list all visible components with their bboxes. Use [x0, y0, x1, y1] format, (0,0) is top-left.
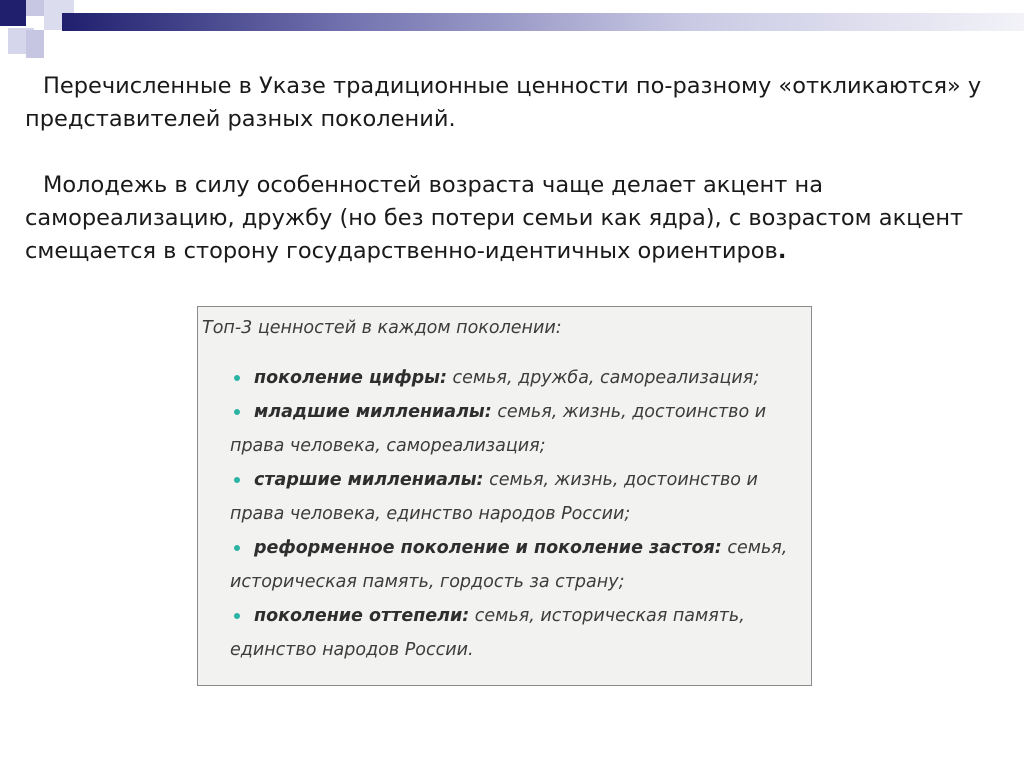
list-item [202, 463, 797, 531]
generation-values: семья, дружба, самореализация; [446, 368, 760, 388]
list-item [202, 531, 797, 599]
bullet-icon [234, 613, 240, 619]
bullet-icon [234, 477, 240, 483]
paragraph-2-text: Молодежь в силу особенностей возраста чаще делает акцент на самореализацию, дружбу (но без потери семьи как ядра), с возрастом акцент смещается в сторону государственно-идентичных ориентиров [25, 172, 964, 264]
paragraph-1: Перечисленные в Указе традиционные ценности по-разному «откликаются» у представителей разных поколений. [25, 73, 982, 132]
paragraph-2-period: . [777, 238, 787, 264]
bullet-icon [234, 545, 240, 551]
generation-list [202, 361, 797, 667]
header-gradient-bar [62, 13, 1024, 31]
generation-label: старшие миллениалы: [254, 470, 484, 490]
bullet-icon [234, 409, 240, 415]
generation-values: семья, жизнь, достоинство и права человека, единство народов России; [230, 470, 758, 524]
header-square [26, 0, 44, 16]
generation-values: семья, жизнь, достоинство и права человека, самореализация; [230, 402, 767, 456]
generation-values: семья, историческая память, единство народов России. [230, 606, 745, 660]
slide-body-text [25, 70, 1005, 268]
generation-values: семья, историческая память, гордость за страну; [230, 538, 788, 592]
list-item [202, 599, 797, 667]
values-panel [197, 306, 812, 686]
paragraph-2 [25, 169, 1005, 268]
header-square [0, 0, 26, 26]
bullet-icon [234, 375, 240, 381]
list-item [202, 361, 797, 395]
header-square [26, 30, 44, 58]
generation-label: поколение цифры: [254, 368, 447, 388]
generation-label: реформенное поколение и поколение застоя: [254, 538, 722, 558]
generation-label: поколение оттепели: [254, 606, 470, 626]
panel-title: Топ-3 ценностей в каждом поколении: [202, 318, 562, 338]
list-item [202, 395, 797, 463]
generation-label: младшие миллениалы: [254, 402, 492, 422]
